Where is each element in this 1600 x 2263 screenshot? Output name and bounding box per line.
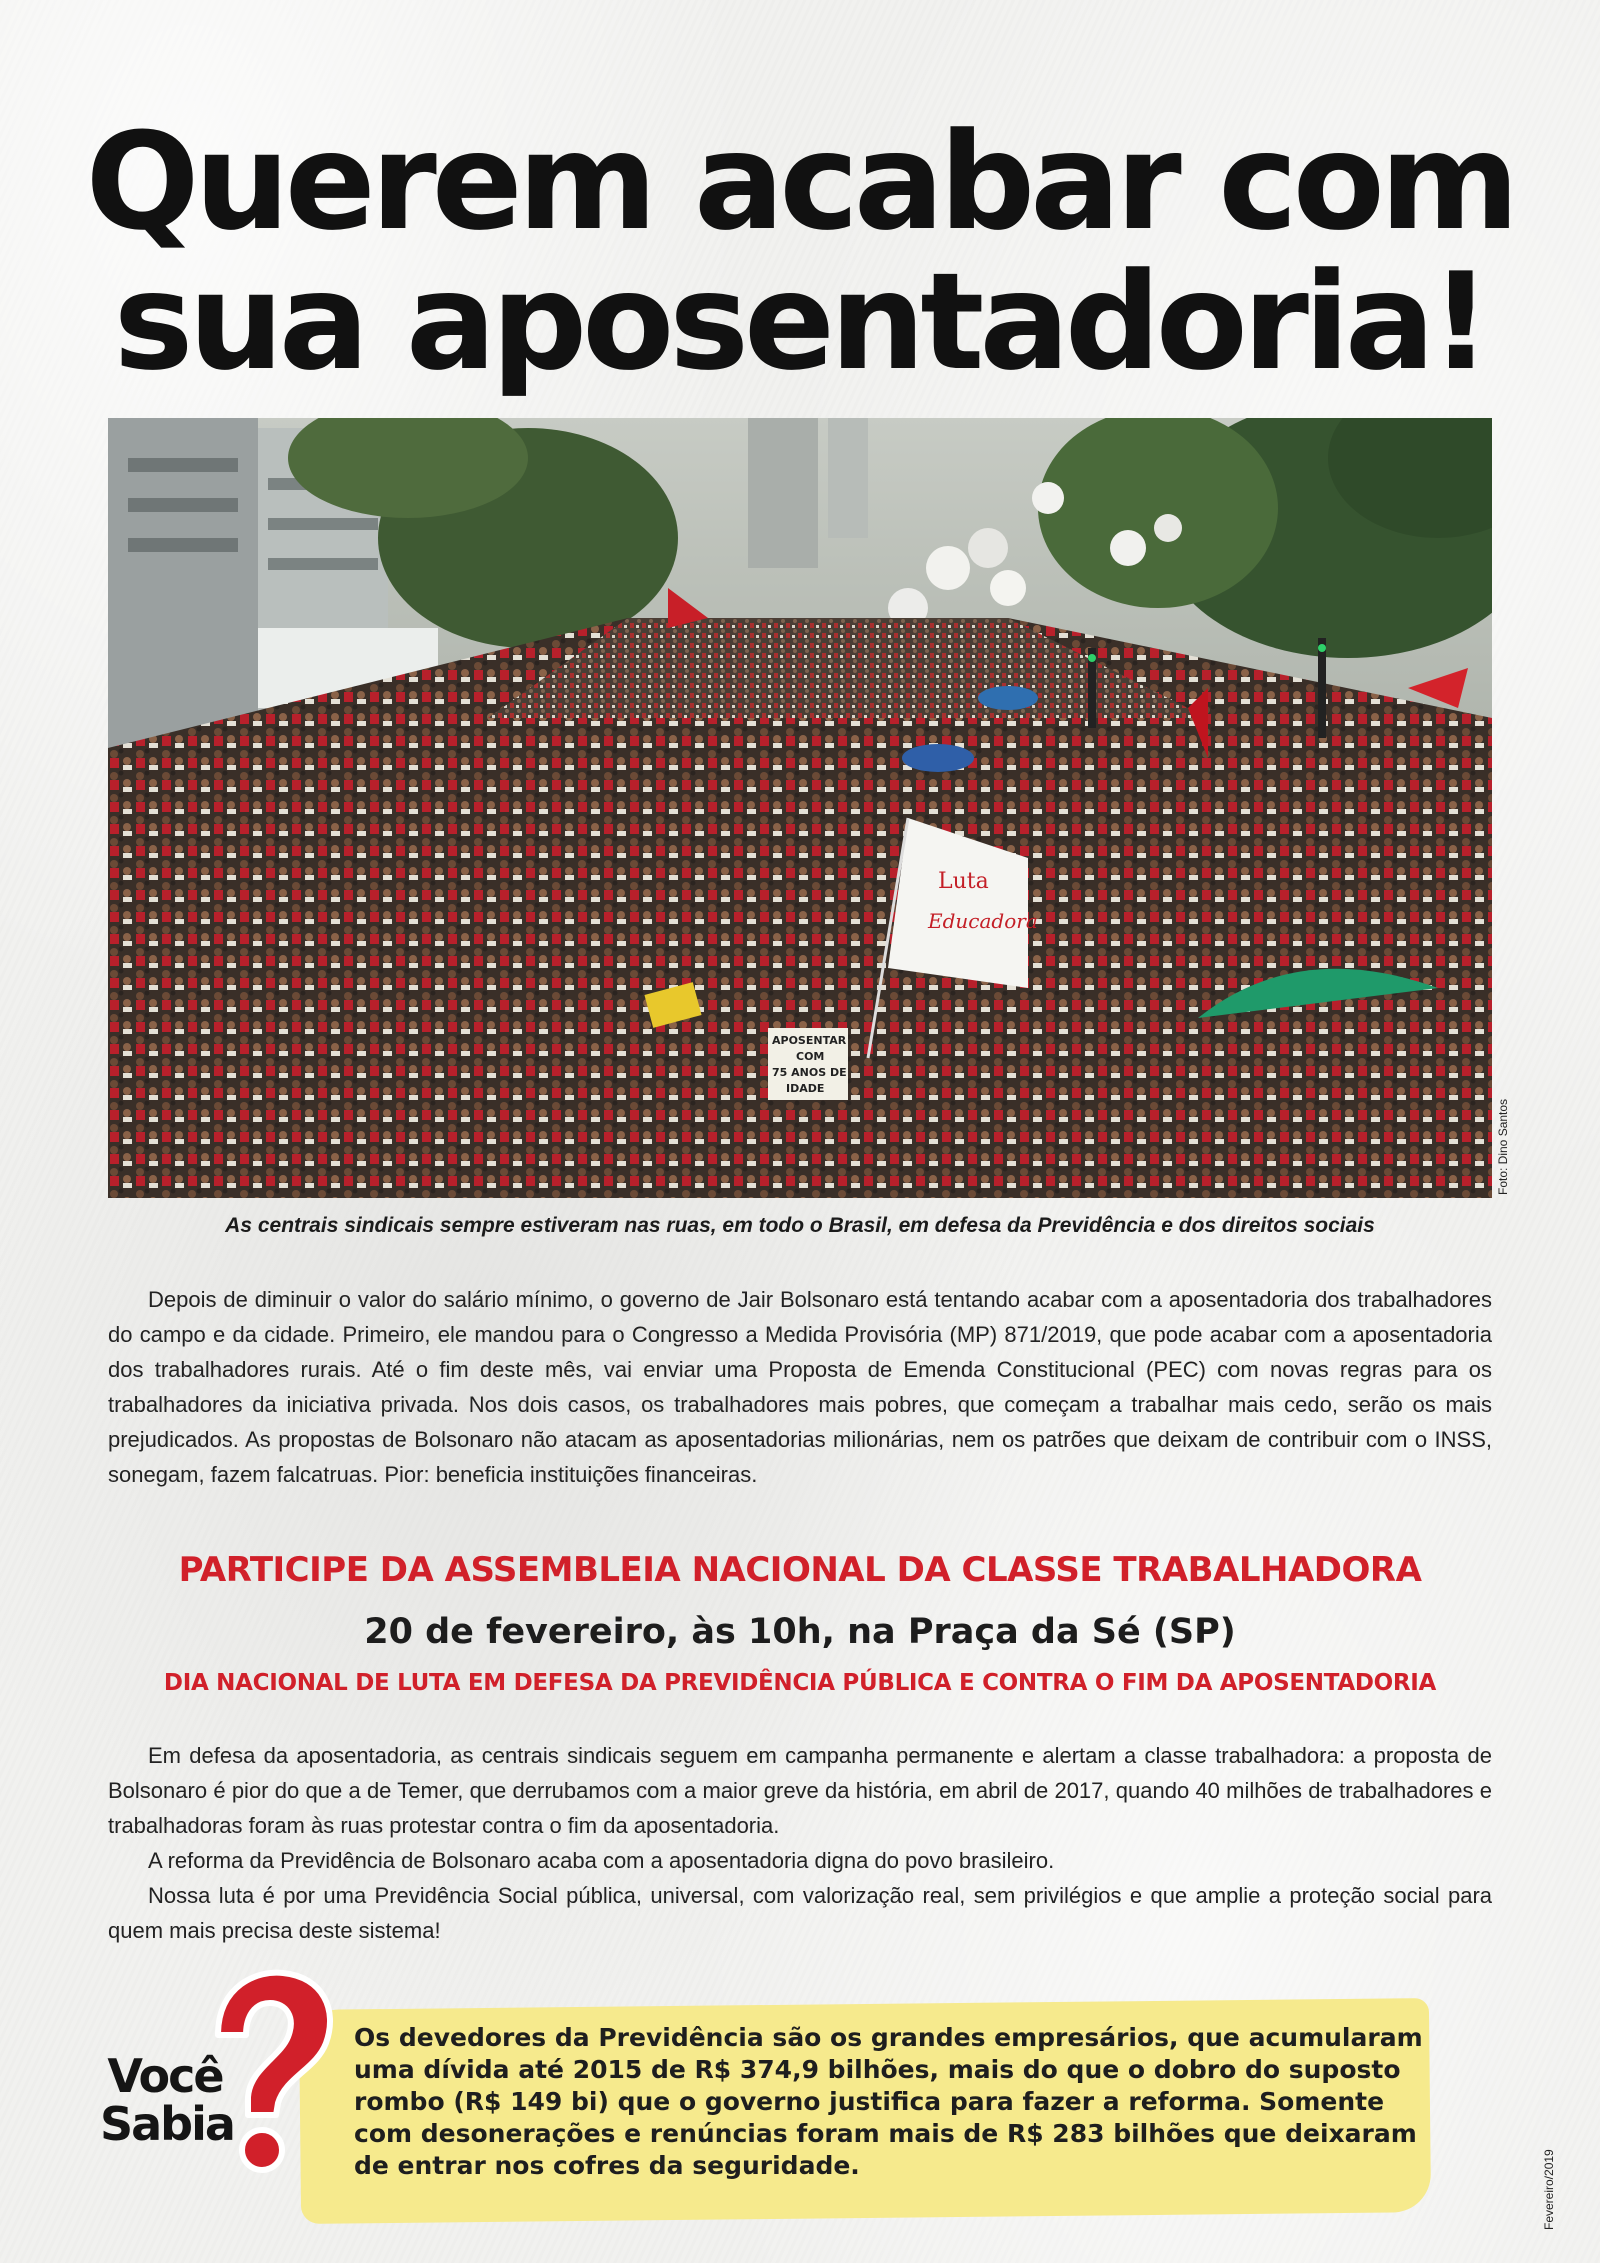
photo-caption: As centrais sindicais sempre estiveram nas ruas, em todo o Brasil, em defesa da Previdência e dos direitos sociais: [225, 1214, 1375, 1237]
placard-text-1: APOSENTAR: [772, 1034, 847, 1047]
headline-line-2: sua aposentadoria!: [113, 244, 1487, 400]
cta-subtitle: DIA NACIONAL DE LUTA EM DEFESA DA PREVIDÊNCIA PÚBLICA E CONTRA O FIM DA APOSENTADORIA: [163, 1670, 1437, 1696]
date-stamp: Fevereiro/2019: [1542, 2149, 1556, 2230]
body-paragraph-3: Nossa luta é por uma Previdência Social pública, universal, com valorização real, sem privilégios e que amplie a proteção social para quem mais precisa deste sistema!: [108, 1883, 1492, 1943]
protest-photo: [108, 418, 1492, 1198]
headline: [80, 104, 1520, 400]
cta-title: PARTICIPE DA ASSEMBLEIA NACIONAL DA CLASSE TRABALHADORA: [178, 1550, 1422, 1590]
body-paragraph-1: Em defesa da aposentadoria, as centrais sindicais seguem em campanha permanente e alertam a classe trabalhadora: a proposta de Bolsonaro é pior do que a de Temer, que derrubamos com a maior greve da história, em abril de 2017, quando 40 milhões de trabalhadores e trabalhadoras foram às ruas protestar contra o fim da aposentadoria.: [108, 1743, 1492, 1838]
placard-text-3: 75 ANOS DE: [772, 1066, 847, 1079]
voce-sabia-label: [100, 2049, 234, 2151]
headline-line-1: Querem acabar com: [85, 104, 1515, 260]
voce-sabia-line-2: Sabia: [100, 2097, 234, 2151]
protest-crowd-illustration: [108, 418, 1492, 1198]
placard-text-2: COM: [796, 1050, 825, 1063]
photo-credit: Foto: Dino Santos: [1496, 1098, 1510, 1195]
cta-date: 20 de fevereiro, às 10h, na Praça da Sé (SP): [364, 1612, 1236, 1652]
placard-text-4: IDADE: [786, 1082, 825, 1095]
body-paragraph-2: A reforma da Previdência de Bolsonaro acaba com a aposentadoria digna do povo brasileiro.: [148, 1848, 1055, 1873]
flag-text-1: Luta: [938, 869, 989, 894]
intro-paragraph: Depois de diminuir o valor do salário mínimo, o governo de Jair Bolsonaro está tentando acabar com a aposentadoria dos trabalhadores do campo e da cidade. Primeiro, ele mandou para o Congresso a Medida Provisória (MP) 871/2019, que pode acabar com a aposentadoria dos trabalhadores rurais. Até o fim deste mês, vai enviar uma Proposta de Emenda Constitucional (PEC) com novas regras para os trabalhadores da iniciativa privada. Nos dois casos, os trabalhadores mais pobres, que começam a trabalhar mais cedo, serão os mais prejudicados. As propostas de Bolsonaro não atacam as aposentadorias milionárias, nem os patrões que deixam de contribuir com o INSS, sonegam, fazem falcatruas. Pior: beneficia instituições financeiras.: [108, 1287, 1492, 1487]
voce-sabia-line-1: Você: [107, 2049, 223, 2103]
flag-text-2: Educadora: [928, 909, 1038, 933]
body-text: [108, 1738, 1492, 1948]
voce-sabia-text: Os devedores da Previdência são os grandes empresários, que acumularam uma dívida até 2015 de R$ 374,9 bilhões, mais do que o dobro do suposto rombo (R$ 149 bi) que o governo justifica para fazer a reforma. Somente com desonerações e renúncias foram mais de R$ 283 bilhões que deixaram de entrar nos cofres da seguridade.: [354, 2023, 1423, 2180]
